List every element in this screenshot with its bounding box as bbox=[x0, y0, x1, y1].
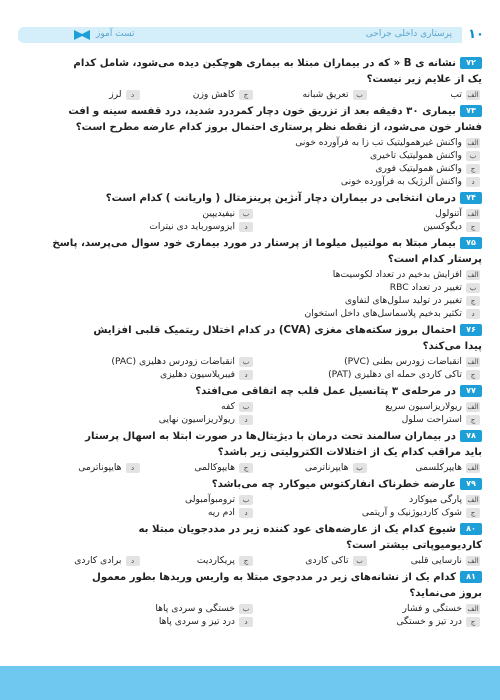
option-b[interactable]: بتاکی کاردی bbox=[255, 554, 369, 567]
question-76 bbox=[28, 323, 482, 381]
chapter-title: پرستاری داخلی جراحی bbox=[365, 29, 452, 39]
question-stem: بروز می‌نماید؟ bbox=[409, 588, 482, 599]
question-stem: پرستار کدام است؟ bbox=[387, 254, 482, 265]
question-stem: یک از علایم زیر نیست؟ bbox=[366, 74, 482, 85]
option-d[interactable]: دفیبریلاسیون دهلیزی bbox=[28, 368, 255, 381]
question-74 bbox=[28, 191, 482, 233]
option-c[interactable]: جتغییر در تولید سلول‌های لنفاوی bbox=[28, 294, 482, 307]
option-b[interactable]: بواکنش همولیتیک تاخیری bbox=[28, 149, 482, 162]
question-stem: ۷۳بیماری ۳۰ دقیقه بعد از تزریق خون دچار کمردرد شدید، درد قفسه سینه و افت bbox=[28, 104, 482, 120]
option-b[interactable]: بتغییر در تعداد RBC bbox=[28, 281, 482, 294]
option-d[interactable]: دریولاریزاسیون نهایی bbox=[28, 413, 255, 426]
question-number: ۷۹ bbox=[460, 478, 482, 490]
brand-logo-icon bbox=[72, 28, 92, 42]
question-stem: باید مراقب کدام یک از اختلالات الکترولیتی زیر باشد؟ bbox=[217, 447, 482, 458]
question-stem: ۸۱کدام یک از نشانه‌های زیر در مددجوی مبتلا به واریس وریدها بطور معمول bbox=[28, 570, 482, 586]
option-b[interactable]: بترومبوآمبولی bbox=[28, 493, 255, 506]
option-c[interactable]: جکاهش وزن bbox=[142, 88, 256, 101]
option-d[interactable]: دادم ریه bbox=[28, 506, 255, 519]
question-stem: ۷۶احتمال بروز سکته‌های مغزی (CVA) در کدام اختلال ریتمیک قلبی افزایش bbox=[28, 323, 482, 339]
question-number: ۷۷ bbox=[460, 385, 482, 397]
question-stem: ۷۸در بیماران سالمند تحت درمان با دیژیتال‌ها در صورت ابتلا به اسهال پرستار bbox=[28, 429, 482, 445]
option-a[interactable]: الفخستگی و فشار bbox=[402, 603, 479, 614]
question-stem: ۷۴درمان انتخابی در بیماران دچار آنژین پرینزمتال ( واریانت ) کدام است؟ bbox=[28, 191, 482, 207]
option-a[interactable]: الفهایپرکلسمی bbox=[415, 462, 479, 473]
question-number: ۷۳ bbox=[460, 105, 482, 117]
question-81 bbox=[28, 570, 482, 628]
question-73 bbox=[28, 104, 482, 188]
option-c[interactable]: جواکنش همولیتیک فوری bbox=[28, 162, 482, 175]
option-c[interactable]: جتاکی کاردی حمله ای دهلیزی (PAT) bbox=[255, 368, 482, 381]
question-77 bbox=[28, 384, 482, 426]
question-79 bbox=[28, 477, 482, 519]
page-header bbox=[0, 0, 500, 50]
question-number: ۷۴ bbox=[460, 192, 482, 204]
option-d[interactable]: دایزوسورباید دی نیترات bbox=[28, 220, 255, 233]
option-a[interactable]: الفتب bbox=[450, 89, 479, 100]
brand-name: تست آموز bbox=[96, 29, 135, 39]
option-b[interactable]: بانقباضات زودرس دهلیزی (PAC) bbox=[28, 355, 255, 368]
question-stem: ۷۹عارضه خطرناک انفارکتوس میوکارد چه می‌باشد؟ bbox=[28, 477, 482, 493]
question-stem: ۷۲نشانه ی B « که در بیماران مبتلا به بیماری هوچکین دیده می‌شود، شامل کدام bbox=[28, 56, 482, 72]
option-a[interactable]: الفانقباضات زودرس بطنی (PVC) bbox=[344, 356, 479, 367]
option-b[interactable]: بخستگی و سردی پاها bbox=[28, 602, 255, 615]
question-stem: فشار خون می‌شود، از نقطه نظر پرستاری احتمال بروز کدام عارضه مطرح است؟ bbox=[75, 122, 482, 133]
option-d[interactable]: دلرز bbox=[28, 88, 142, 101]
question-number: ۸۱ bbox=[460, 571, 482, 583]
option-a[interactable]: الفپارگی میوکارد bbox=[409, 494, 479, 505]
option-c[interactable]: جهایپوکالمی bbox=[142, 461, 256, 474]
question-stem: ۷۷در مرحله‌ی ۳ پتانسیل عمل قلب چه اتفاقی می‌افتد؟ bbox=[28, 384, 482, 400]
option-a[interactable]: الفریولاریزاسیون سریع bbox=[385, 401, 479, 412]
question-number: ۷۵ bbox=[460, 237, 482, 249]
question-number: ۷۲ bbox=[460, 57, 482, 69]
option-b[interactable]: بهایپرناترمی bbox=[255, 461, 369, 474]
option-c[interactable]: جاستراحت سلول bbox=[255, 413, 482, 426]
option-a[interactable]: الفآتنولول bbox=[435, 208, 479, 219]
question-75 bbox=[28, 236, 482, 320]
option-d[interactable]: دبرادی کاردی bbox=[28, 554, 142, 567]
question-number: ۷۶ bbox=[460, 324, 482, 336]
option-a[interactable]: الفافزایش بدخیم در تعداد لکوسیت‌ها bbox=[332, 269, 479, 280]
option-b[interactable]: بتعریق شبانه bbox=[255, 88, 369, 101]
option-a[interactable]: الفنارسایی قلبی bbox=[410, 555, 479, 566]
option-c[interactable]: جشوک کاردیوژنیک و آریتمی bbox=[255, 506, 482, 519]
option-c[interactable]: جپریکاردیت bbox=[142, 554, 256, 567]
option-b[interactable]: بنیفیدیپین bbox=[28, 207, 255, 220]
option-d[interactable]: دتکثیر بدخیم پلاسماسل‌های داخل استخوان bbox=[28, 307, 482, 320]
questions-list bbox=[28, 56, 482, 631]
question-stem: پیدا می‌کند؟ bbox=[422, 341, 482, 352]
question-78 bbox=[28, 429, 482, 474]
question-72 bbox=[28, 56, 482, 101]
question-stem: ۸۰شیوع کدام یک از عارضه‌های عود کننده زیر در مددجویان مبتلا به bbox=[28, 522, 482, 538]
option-d[interactable]: ددرد تیز و سردی پاها bbox=[28, 615, 255, 628]
option-d[interactable]: دهایپوناترمی bbox=[28, 461, 142, 474]
option-b[interactable]: بکفه bbox=[28, 400, 255, 413]
question-number: ۸۰ bbox=[460, 523, 482, 535]
option-a[interactable]: الفواکنش غیرهمولیتیک تب زا به فرآورده خونی bbox=[295, 137, 479, 148]
option-d[interactable]: دواکنش آلرژیک به فرآورده خونی bbox=[28, 175, 482, 188]
option-c[interactable]: جدیگوکسین bbox=[255, 220, 482, 233]
question-stem: ۷۵بیمار مبتلا به مولتیپل میلوما از پرستار در مورد بیماری خود سوال می‌پرسد، پاسخ bbox=[28, 236, 482, 252]
footer-bar bbox=[0, 666, 500, 700]
page-number: ۱۰ bbox=[468, 27, 484, 42]
option-c[interactable]: جدرد تیز و خستگی bbox=[255, 615, 482, 628]
question-stem: کاردیومیوپاتی بیشتر است؟ bbox=[346, 540, 482, 551]
question-number: ۷۸ bbox=[460, 430, 482, 442]
question-80 bbox=[28, 522, 482, 567]
